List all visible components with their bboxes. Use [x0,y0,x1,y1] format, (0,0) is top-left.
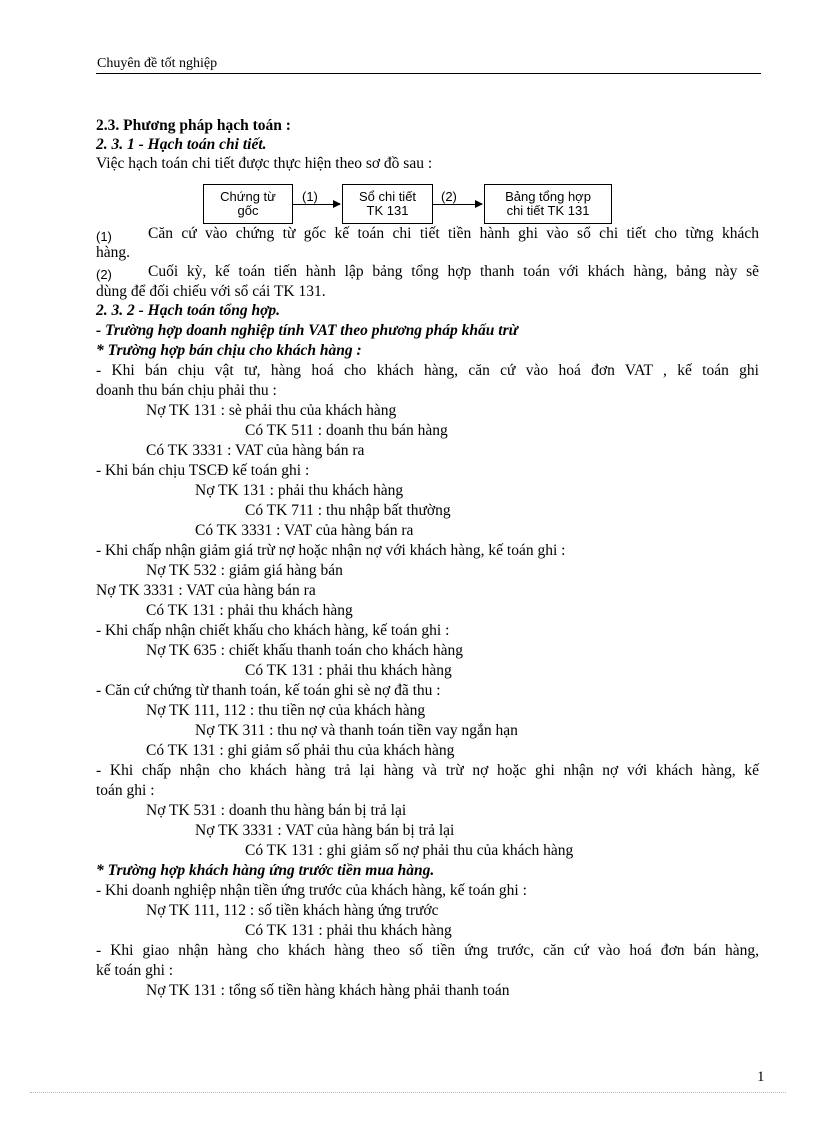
entry-line: Nợ TK 131 : sè phải thu của khách hàng [146,402,397,419]
entry-line: Có TK 131 : phải thu khách hàng [245,922,452,939]
entry-line: Nợ TK 532 : giảm giá hàng bán [146,562,343,579]
arrow-label-2: (2) [441,189,457,204]
body-line: - Khi chấp nhận giảm giá trừ nợ hoặc nhận nợ với khách hàng, kế toán ghi : [96,542,566,559]
entry-line: Có TK 3331 : VAT của hàng bán ra [195,522,414,539]
entry-line: Có TK 131 : phải thu khách hàng [146,602,353,619]
entry-line: Nợ TK 311 : thu nợ và thanh toán tiền vay ngắn hạn [195,722,518,739]
subsection-heading-detail: 2. 3. 1 - Hạch toán chi tiết. [96,136,267,153]
document-header-title: Chuyên đề tốt nghiệp [97,56,218,71]
entry-line: Nợ TK 111, 112 : số tiền khách hàng ứng trước [146,902,439,919]
box-line: Bảng tổng hợp [505,189,591,204]
page-bottom-divider [30,1092,786,1093]
case-heading-credit-sales: * Trường hợp bán chịu cho khách hàng : [96,342,362,359]
section-heading: 2.3. Phương pháp hạch toán : [96,117,291,134]
entry-line: Nợ TK 531 : doanh thu hàng bán bị trả lại [146,802,407,819]
entry-line: Có TK 711 : thu nhập bất thường [245,502,451,519]
entry-line: Có TK 131 : ghi giảm số phải thu của khách hàng [146,742,455,759]
body-line: - Căn cứ chứng từ thanh toán, kế toán ghi sè nợ đã thu : [96,682,441,699]
body-line: - Khi giao nhận hàng cho khách hàng theo số tiền ứng trước, căn cứ vào hoá đơn bán hàng, [96,942,759,959]
body-line: - Khi chấp nhận cho khách hàng trả lại hàng và trừ nợ hoặc ghi nhận nợ với khách hàng, kế [96,762,759,779]
box-line: gốc [237,203,259,218]
box-line: Sổ chi tiết [358,189,417,204]
body-line: - Khi chấp nhận chiết khấu cho khách hàng, kế toán ghi : [96,622,450,639]
subsection-heading-general: 2. 3. 2 - Hạch toán tổng hợp. [96,302,281,319]
diagram-box-detail-ledger [342,184,433,224]
box-line: Chứng từ [220,189,276,204]
diagram-arrow-1 [293,204,340,205]
note-text: Cuối kỳ, kế toán tiến hành lập bảng tổng hợp thanh toán với khách hàng, bảng này sẽ [148,263,759,280]
body-line: - Khi doanh nghiệp nhận tiền ứng trước của khách hàng, kế toán ghi : [96,882,527,899]
case-heading-vat: - Trường hợp doanh nghiệp tính VAT theo phương pháp khấu trừ [96,322,518,339]
header-divider [96,73,761,74]
body-line: - Khi bán chịu TSCĐ kế toán ghi : [96,462,310,479]
entry-line: Nợ TK 131 : tổng số tiền hàng khách hàng phải thanh toán [146,982,510,999]
entry-line: Có TK 3331 : VAT của hàng bán ra [146,442,365,459]
entry-line: Có TK 131 : ghi giảm số nợ phải thu của khách hàng [245,842,574,859]
arrow-label-1: (1) [302,189,318,204]
note-text-continued: hàng. [96,244,131,261]
box-line: chi tiết TK 131 [506,203,590,218]
entry-line: Nợ TK 131 : phải thu khách hàng [195,482,404,499]
entry-line: Có TK 131 : phải thu khách hàng [245,662,452,679]
diagram-arrow-2 [433,204,482,205]
note-number: (2) [96,267,112,282]
diagram-box-summary-table [484,184,612,224]
entry-line: Có TK 511 : doanh thu bán hàng [245,422,448,439]
body-line: - Khi bán chịu vật tư, hàng hoá cho khách hàng, căn cứ vào hoá đơn VAT , kế toán ghi [96,362,759,379]
note-text: Căn cứ vào chứng từ gốc kế toán chi tiết tiền hành ghi vào sổ chi tiết cho từng khách [148,225,759,242]
case-heading-advance-payment: * Trường hợp khách hàng ứng trước tiền mua hàng. [96,862,435,879]
note-number: (1) [96,229,112,244]
note-text-continued: dùng để đối chiếu với sổ cái TK 131. [96,283,326,300]
entry-line: Nợ TK 3331 : VAT của hàng bán bị trả lại [195,822,455,839]
entry-line: Nợ TK 111, 112 : thu tiền nợ của khách hàng [146,702,426,719]
entry-line: Nợ TK 3331 : VAT của hàng bán ra [96,582,316,599]
body-line: doanh thu bán chịu phải thu : [96,382,277,399]
box-line: TK 131 [366,203,409,218]
diagram-box-source-documents [203,184,293,224]
body-line: toán ghi : [96,782,155,799]
entry-line: Nợ TK 635 : chiết khấu thanh toán cho khách hàng [146,642,463,659]
intro-text: Việc hạch toán chi tiết được thực hiện theo sơ đồ sau : [96,155,433,172]
page-number: 1 [757,1069,765,1085]
body-line: kế toán ghi : [96,962,174,979]
